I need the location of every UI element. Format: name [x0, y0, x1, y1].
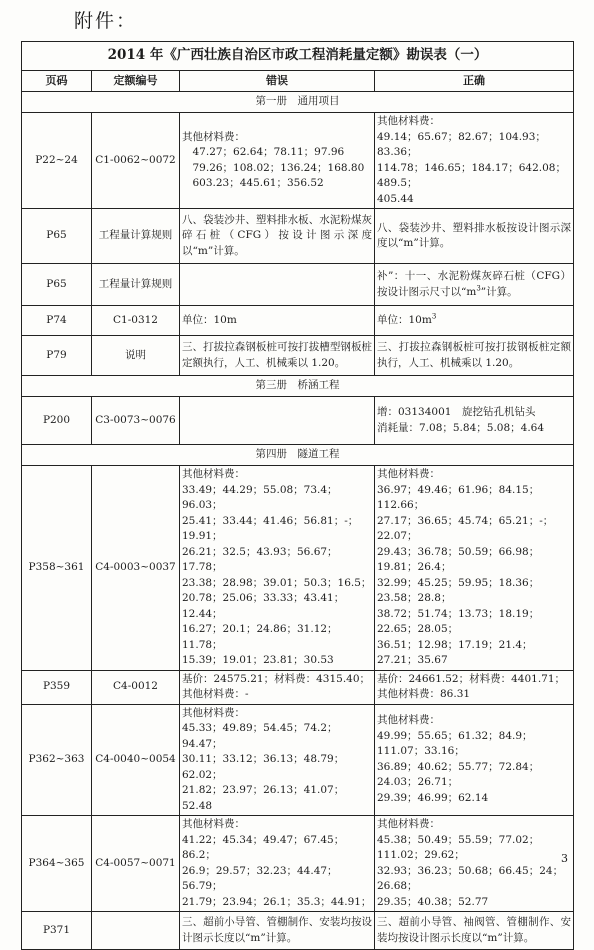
cell-code: C4-0003~0037	[92, 466, 180, 671]
table-row	[22, 704, 574, 816]
cell-code: 工程量计算规则	[92, 209, 180, 264]
col-header-page: 页码	[22, 71, 92, 92]
cell-right	[375, 264, 574, 306]
table-row	[22, 466, 574, 671]
cell-page: P79	[22, 336, 92, 376]
cell-right: 基价：24661.52；材料费：4401.71； 其他材料费：86.31	[375, 670, 574, 704]
cell-right: 其他材料费： 36.97；49.46；61.96；84.15；112.66； 27.17；36.65；45.74；65.21；-；22.07； 29.43；36.78；50.59；66.98；19.81；26.4； 32.99；45.25；59.95；18.36；23.58；28.8； 38.72；51.74；13.73；18.19；22.65；28.05； 36.51；12.98；17.19；21.4；27.21；35.67	[375, 466, 574, 671]
cell-code: C4-0012	[92, 670, 180, 704]
cell-wrong: 基价：24575.21；材料费：4315.40； 其他材料费：-	[180, 670, 375, 704]
col-header-code: 定额编号	[92, 71, 180, 92]
cell-right: 三、超前小导管、袖阀管、管棚制作、安装均按设计图示长度以“m”计算。	[375, 912, 574, 950]
cell-page: P65	[22, 264, 92, 306]
cell-wrong: 三、超前小导管、管棚制作、安装均按设计图示长度以“m”计算。	[180, 912, 375, 950]
table-row	[22, 397, 574, 445]
col-header-wrong: 错误	[180, 71, 375, 92]
cell-page: P200	[22, 397, 92, 445]
cell-wrong: 八、袋装沙井、塑料排水板、水泥粉煤灰碎石桩（CFG）按设计图示深度以“m”计算。	[180, 209, 375, 264]
cell-page: P74	[22, 306, 92, 336]
cell-wrong: 其他材料费： 45.33；49.89；54.45；74.2；94.47； 30.11；33.12；36.13；48.79；62.02； 21.82；23.97；26.13；41.07；52.48	[180, 704, 375, 816]
cell-right-text: 补”：十一、水泥粉煤灰碎石桩（CFG）按设计图示尺寸以“m	[377, 270, 572, 298]
cell-code: C3-0073~0076	[92, 397, 180, 445]
table-row	[22, 912, 574, 950]
section-heading-vol4: 第四册 隧道工程	[22, 445, 574, 466]
cell-right-text-end: ”计算。	[480, 285, 518, 298]
cell-right	[375, 306, 574, 336]
errata-table	[21, 41, 574, 950]
cell-wrong: 其他材料费： 41.22；45.34；49.47；67.45；86.2； 26.9；29.57；32.23；44.47；56.79； 21.79；23.94；26.1；35.3；44.91；	[180, 816, 375, 912]
cell-right: 三、打拔拉森钢板桩可按打拔钢板桩定额执行，人工、机械乘以 1.20。	[375, 336, 574, 376]
cell-code: 工程量计算规则	[92, 264, 180, 306]
cell-page: P371	[22, 912, 92, 950]
cell-wrong	[180, 397, 375, 445]
col-header-right: 正确	[375, 71, 574, 92]
header-row	[22, 71, 574, 92]
cell-code: 说明	[92, 336, 180, 376]
table-row	[22, 670, 574, 704]
table-row	[22, 113, 574, 209]
cell-wrong	[180, 264, 375, 306]
cell-right: 增：03134001 旋挖钻孔机钻头 消耗量：7.08；5.84；5.08；4.64	[375, 397, 574, 445]
cell-code: C4-0040~0054	[92, 704, 180, 816]
cell-code	[92, 912, 180, 950]
cell-right-text: 单位：10m	[377, 313, 432, 326]
section-heading-vol1: 第一册 通用项目	[22, 92, 574, 113]
superscript: 3	[476, 284, 481, 292]
cell-right: 其他材料费： 49.99；55.65；61.32；84.9；111.07；33.16； 36.89；40.62；55.77；72.84；24.03；26.71； 29.39；46.99；62.14	[375, 704, 574, 816]
cell-page: P65	[22, 209, 92, 264]
superscript: 3	[431, 312, 437, 321]
cell-right: 八、袋装沙井、塑料排水板按设计图示深度以“m”计算。	[375, 209, 574, 264]
cell-wrong: 三、打拔拉森钢板桩可按打拔槽型钢板桩定额执行，人工、机械乘以 1.20。	[180, 336, 375, 376]
cell-code: C1-0312	[92, 306, 180, 336]
table-row	[22, 264, 574, 306]
table-row	[22, 306, 574, 336]
cell-right: 其他材料费： 45.38；50.49；55.59；77.02；111.02；29.62； 32.93；36.23；50.68；66.45；24；26.68； 29.35；40.38；52.77	[375, 816, 574, 912]
table-title: 2014 年《广西壮族自治区市政工程消耗量定额》勘误表（一）	[22, 42, 574, 71]
table-row	[22, 209, 574, 264]
cell-page: P22~24	[22, 113, 92, 209]
cell-page: P364~365	[22, 816, 92, 912]
cell-wrong: 单位：10m	[180, 306, 375, 336]
table-row	[22, 336, 574, 376]
cell-code: C4-0057~0071	[92, 816, 180, 912]
cell-wrong: 其他材料费： 47.27；62.64；78.11；97.96 79.26；108.02；136.24；168.80 603.23；445.61；356.52	[180, 113, 375, 209]
attachment-label: 附件：	[74, 10, 138, 32]
table-row	[22, 816, 574, 912]
cell-code: C1-0062~0072	[92, 113, 180, 209]
cell-wrong: 其他材料费： 33.49；44.29；55.08；73.4；96.03； 25.41；33.44；41.46；56.81；-；19.91； 26.21；32.5；43.93；56.67；17.78； 23.38；28.98；39.01；50.3；16.5； 20.78；25.06；33.33；43.41；12.44； 16.27；20.1；24.86；31.12；11.78； 15.39；19.01；23.81；30.53	[180, 466, 375, 671]
cell-page: P362~363	[22, 704, 92, 816]
cell-page: P359	[22, 670, 92, 704]
cell-page: P358~361	[22, 466, 92, 671]
page-number: 3	[561, 852, 568, 865]
cell-right: 其他材料费： 49.14；65.67；82.67；104.93；83.36； 114.78；146.65；184.17；642.08；489.5； 405.44	[375, 113, 574, 209]
section-heading-vol3: 第三册 桥涵工程	[22, 376, 574, 397]
